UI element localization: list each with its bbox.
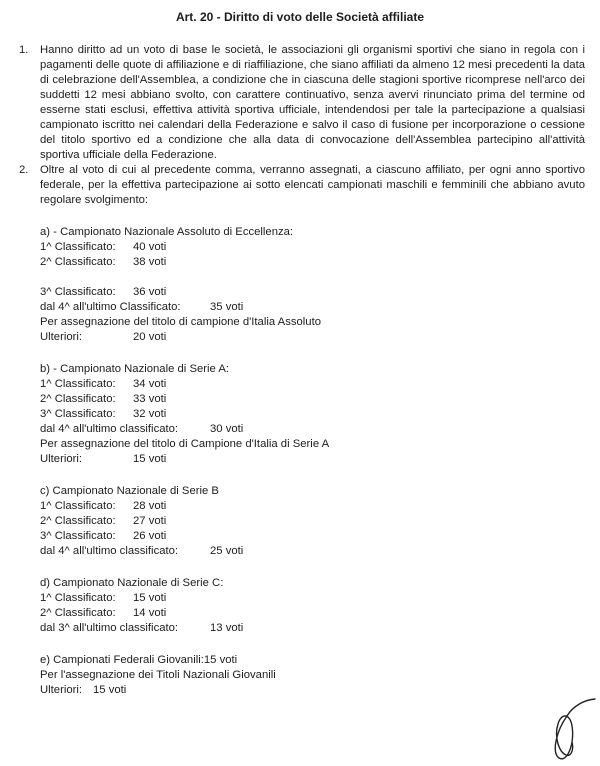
vote-row — [40, 529, 585, 544]
handwritten-signature — [538, 692, 600, 766]
vote-value: 30 voti — [210, 423, 244, 435]
vote-label: Ulteriori: — [40, 684, 83, 696]
article-title: Art. 20 - Diritto di voto delle Società affiliate — [175, 10, 425, 24]
paragraph-text: Hanno diritto ad un voto di base le società, le associazioni gli organismi sportivi che siano in regola con i pagamenti delle quote di affiliazione e di riaffiliazione, che siano affiliati da almeno 12 mesi precedenti la data di celebrazione dell'Assemblea, a condizione che in ciascuna delle stagioni sportive ricomprese nell'arco dei suddetti 12 mesi abbiano svolto, con carattere continuativo, senza avervi rinunciato prima del termine od esserne stati esclusi, effettiva attività sportiva ufficiale, intendendosi per tale la partecipazione a qualsiasi campionato iscritto nei calendari della Federazione e salvo il caso di fusione per incorporazione o cessione del titolo sportivo ed a condizione che alla data di convocazione dell'Assemblea partecipino all'attività sportiva ufficiale della Federazione. — [40, 44, 585, 161]
vote-row — [40, 606, 585, 621]
vote-row — [40, 514, 585, 529]
vote-row — [40, 499, 585, 514]
vote-row — [40, 377, 585, 392]
section-a-heading: a) - Campionato Nazionale Assoluto di Eccellenza: — [40, 226, 294, 238]
vote-label: 2^ Classificato: — [40, 393, 116, 405]
vote-row — [40, 452, 585, 467]
item-number: 2. — [19, 164, 29, 176]
section-d-heading: d) Campionato Nazionale di Serie C: — [40, 577, 224, 589]
section-e-heading: e) Campionati Federali Giovanili:15 voti — [40, 654, 238, 666]
section-c — [40, 484, 585, 559]
document-body — [19, 43, 585, 698]
vote-row — [40, 392, 585, 407]
numbered-paragraph-1 — [19, 43, 585, 163]
vote-label: 3^ Classificato: — [40, 530, 116, 542]
vote-row — [40, 240, 585, 255]
section-a — [40, 225, 585, 345]
vote-label: 1^ Classificato: — [40, 592, 116, 604]
handwritten-paraph-icon — [538, 692, 600, 766]
vote-value: 15 voti — [133, 592, 167, 604]
paragraph-text: Oltre al voto di cui al precedente comma, verranno assegnati, a ciascuno affiliato, per ogni anno sportivo federale, per la effettiva partecipazione ai sotto elencati campionati maschili e femminili che abbiano avuto regolare svolgimento: — [40, 164, 585, 206]
vote-value: 33 voti — [133, 393, 167, 405]
vote-value: 40 voti — [133, 241, 167, 253]
vote-row — [40, 300, 585, 315]
vote-value: 25 voti — [210, 545, 244, 557]
vote-label: 3^ Classificato: — [40, 286, 116, 298]
vote-value: 15 voti — [93, 684, 127, 696]
vote-value: 13 voti — [210, 622, 244, 634]
note-line: Per l'assegnazione dei Titoli Nazionali Giovanili — [40, 669, 276, 681]
vote-label: 1^ Classificato: — [40, 241, 116, 253]
vote-value: 34 voti — [133, 378, 167, 390]
vote-row — [40, 255, 585, 270]
vote-value: 27 voti — [133, 515, 167, 527]
section-c-heading: c) Campionato Nazionale di Serie B — [40, 485, 219, 497]
vote-row — [40, 621, 585, 636]
vote-label: 2^ Classificato: — [40, 607, 116, 619]
vote-row — [40, 330, 585, 345]
vote-label: dal 3^ all'ultimo classificato: — [40, 622, 179, 634]
vote-row — [40, 422, 585, 437]
vote-value: 32 voti — [133, 408, 167, 420]
vote-label: dal 4^ all'ultimo classificato: — [40, 545, 179, 557]
vote-row — [40, 683, 585, 698]
vote-label: Ulteriori: — [40, 453, 83, 465]
vote-row — [40, 407, 585, 422]
vote-value: 38 voti — [133, 256, 167, 268]
vote-row — [40, 591, 585, 606]
section-b — [40, 362, 585, 467]
vote-row — [40, 544, 585, 559]
vote-label: Ulteriori: — [40, 331, 83, 343]
vote-value: 36 voti — [133, 286, 167, 298]
vote-value: 26 voti — [133, 530, 167, 542]
vote-value: 20 voti — [133, 331, 167, 343]
note-line: Per assegnazione del titolo di Campione d'Italia di Serie A — [40, 438, 330, 450]
item-number: 1. — [19, 44, 29, 56]
vote-row — [40, 285, 585, 300]
section-d — [40, 576, 585, 636]
vote-label: 3^ Classificato: — [40, 408, 116, 420]
vote-label: dal 4^ all'ultimo classificato: — [40, 423, 179, 435]
section-b-heading: b) - Campionato Nazionale di Serie A: — [40, 363, 230, 375]
section-e — [40, 653, 585, 698]
vote-value: 14 voti — [133, 607, 167, 619]
vote-label: 1^ Classificato: — [40, 378, 116, 390]
vote-value: 28 voti — [133, 500, 167, 512]
vote-value: 35 voti — [210, 301, 244, 313]
vote-label: 1^ Classificato: — [40, 500, 116, 512]
vote-label: 2^ Classificato: — [40, 256, 116, 268]
vote-label: 2^ Classificato: — [40, 515, 116, 527]
vote-label: dal 4^ all'ultimo Classificato: — [40, 301, 181, 313]
vote-value: 15 voti — [133, 453, 167, 465]
numbered-paragraph-2 — [19, 163, 585, 208]
note-line: Per assegnazione del titolo di campione d'Italia Assoluto — [40, 316, 321, 328]
